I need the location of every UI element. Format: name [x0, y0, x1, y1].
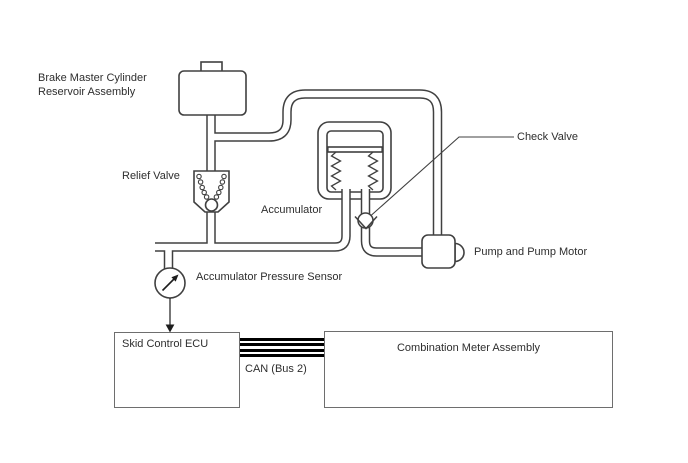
label-ecu: Skid Control ECU — [122, 338, 209, 350]
can-bus-line-1 — [240, 338, 324, 346]
signal-arrow-icon — [166, 298, 175, 333]
can-bus-line-2 — [240, 349, 324, 357]
label-relief-valve: Relief Valve — [122, 170, 180, 182]
check-valve-symbol — [355, 213, 377, 229]
reservoir-body — [179, 71, 246, 115]
pump-symbol — [422, 235, 464, 268]
relief-valve-symbol — [194, 171, 229, 212]
label-accumulator: Accumulator — [261, 204, 323, 216]
pipe-main-bottom — [155, 189, 346, 247]
label-reservoir-line2: Reservoir Assembly — [38, 86, 136, 98]
label-can-bus: CAN (Bus 2) — [245, 363, 307, 375]
reservoir-symbol — [179, 62, 246, 115]
accumulator-symbol — [318, 122, 391, 199]
check-valve-leader-line — [371, 137, 514, 216]
accumulator-piston — [328, 147, 382, 152]
label-reservoir-line1: Brake Master Cylinder — [38, 72, 147, 84]
pump-body — [422, 235, 455, 268]
label-reservoir — [38, 71, 147, 99]
check-valve-ball — [358, 213, 373, 228]
pump-motor — [455, 244, 464, 262]
label-check-valve: Check Valve — [517, 131, 578, 143]
pressure-sensor-symbol — [155, 268, 185, 298]
label-pump: Pump and Pump Motor — [474, 246, 588, 258]
label-pressure-sensor: Accumulator Pressure Sensor — [196, 271, 343, 283]
label-meter: Combination Meter Assembly — [396, 342, 541, 354]
relief-valve-ball — [206, 199, 218, 211]
